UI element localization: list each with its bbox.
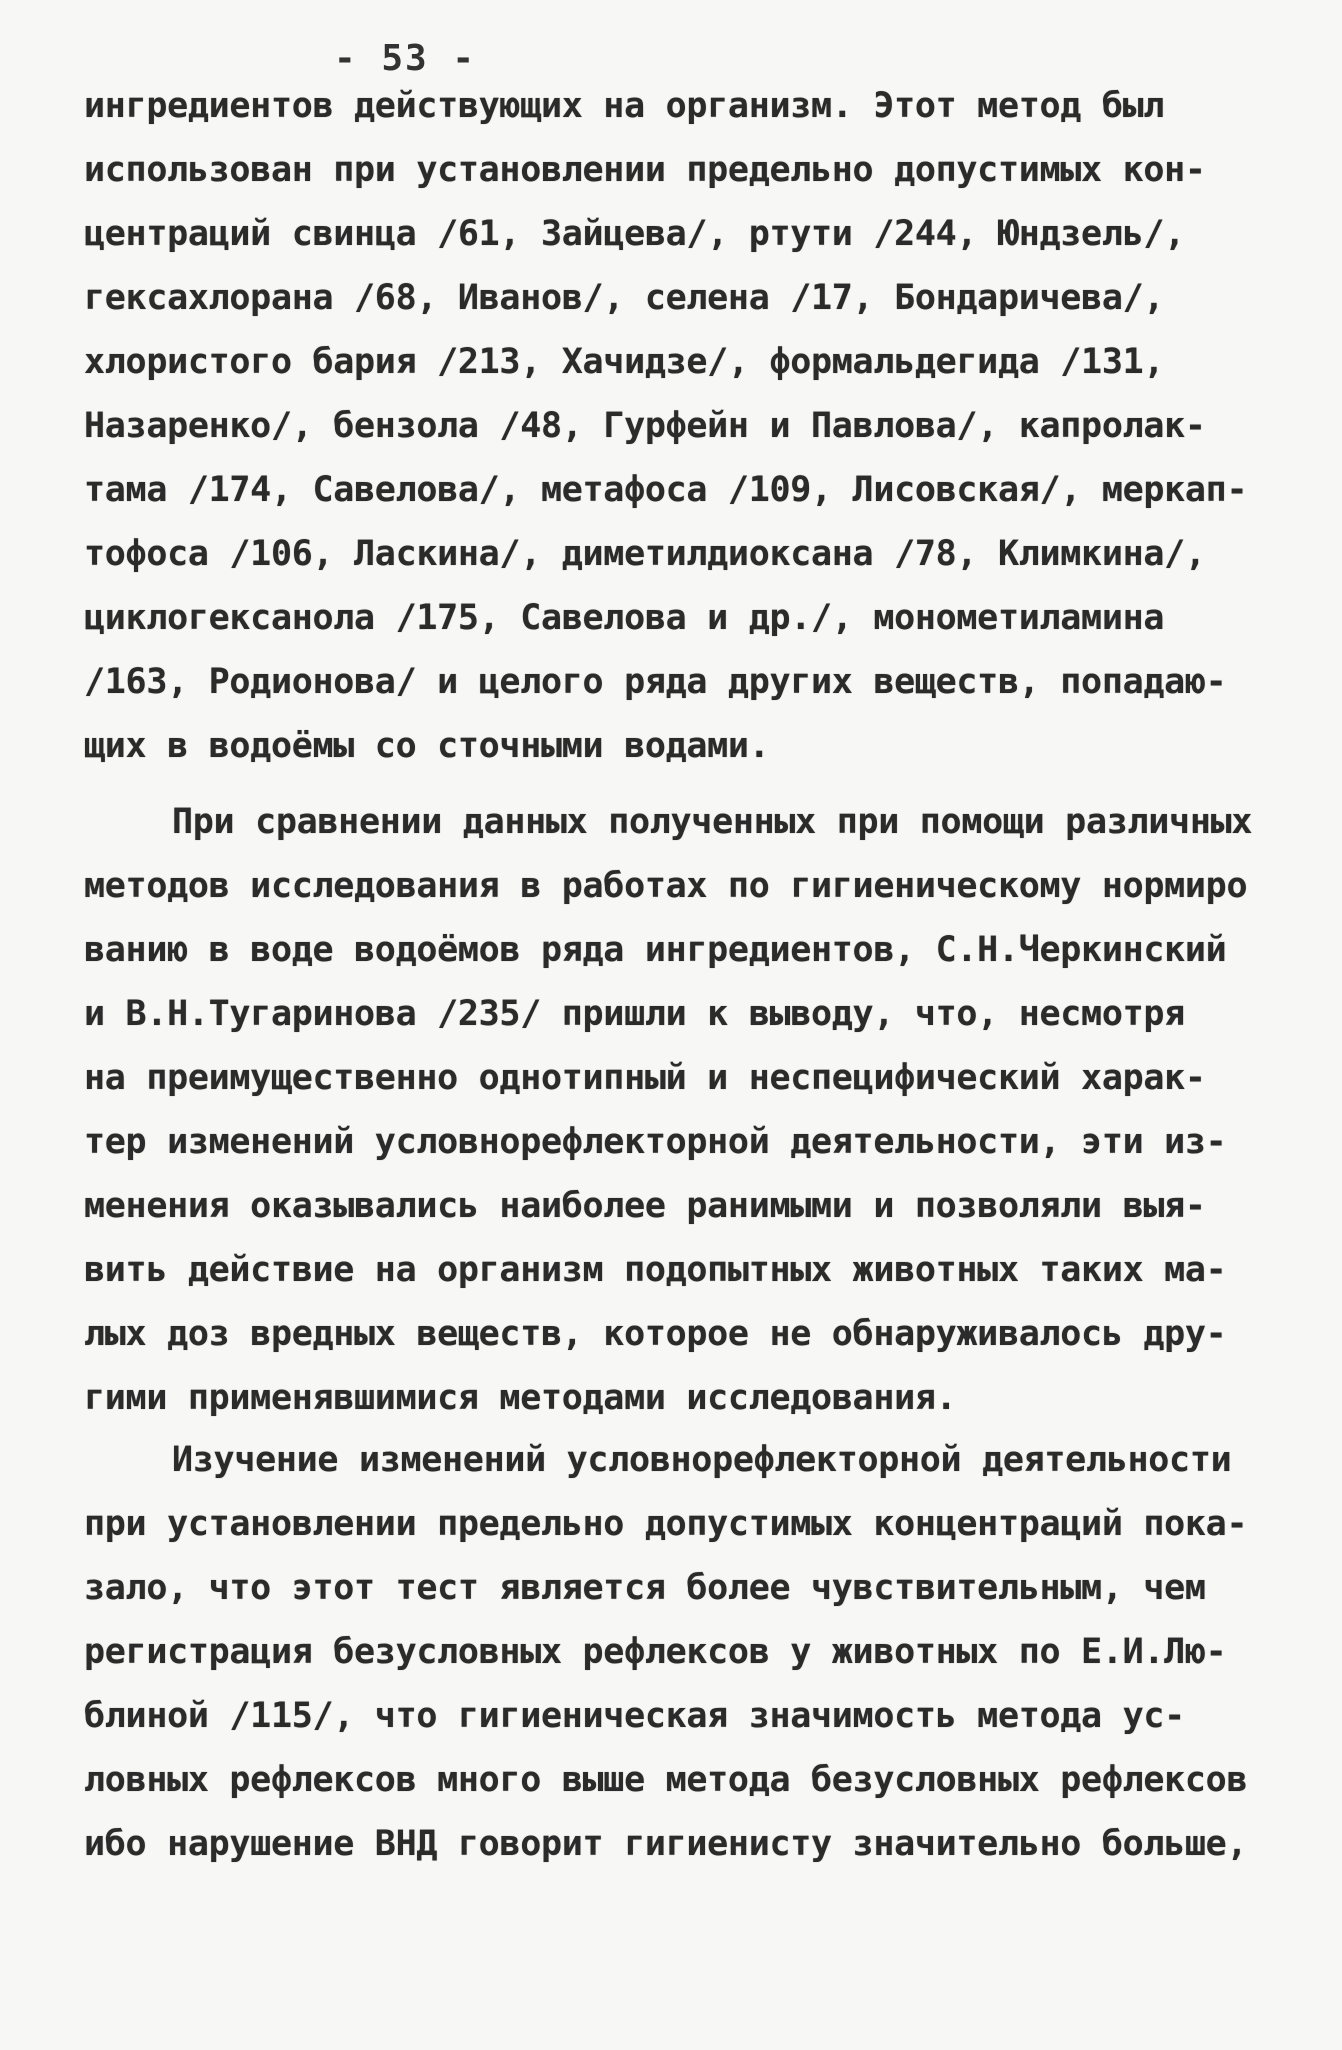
text-line: регистрация безусловных рефлексов у животных по Е.И.Лю- — [84, 1632, 1227, 1672]
text-line: гими применявшимися методами исследования. — [84, 1378, 957, 1418]
text-line: щих в водоёмы со сточными водами. — [84, 726, 770, 766]
text-line: блиной /115/, что гигиеническая значимость метода ус- — [84, 1696, 1185, 1736]
page-number: - 53 - — [333, 38, 477, 79]
paragraph-2 — [84, 790, 1284, 1430]
text-line: методов исследования в работах по гигиеническому нормиро — [84, 866, 1248, 906]
text-line: Изучение изменений условнорефлекторной деятельности — [172, 1440, 1232, 1480]
text-line: циклогексанола /175, Савелова и др./, монометиламина — [84, 598, 1165, 638]
text-line: /163, Родионова/ и целого ряда других веществ, попадаю- — [84, 662, 1227, 702]
text-line: хлористого бария /213, Хачидзе/, формальдегида /131, — [84, 342, 1165, 382]
text-line: и В.Н.Тугаринова /235/ пришли к выводу, что, несмотря — [84, 994, 1185, 1034]
text-line: тофоса /106, Ласкина/, диметилдиоксана /78, Климкина/, — [84, 534, 1206, 574]
text-line: ингредиентов действующих на организм. Этот метод был — [84, 86, 1165, 126]
text-line: тер изменений условнорефлекторной деятельности, эти из- — [84, 1122, 1227, 1162]
text-line: Назаренко/, бензола /48, Гурфейн и Павлова/, капролак- — [84, 406, 1206, 446]
text-line: гексахлорана /68, Иванов/, селена /17, Бондаричева/, — [84, 278, 1165, 318]
text-line: при установлении предельно допустимых концентраций пока- — [84, 1504, 1248, 1544]
text-line: ибо нарушение ВНД говорит гигиенисту значительно больше, — [84, 1824, 1248, 1864]
text-line: ловных рефлексов много выше метода безусловных рефлексов — [84, 1760, 1248, 1800]
text-line: зало, что этот тест является более чувствительным, чем — [84, 1568, 1206, 1608]
text-line: центраций свинца /61, Зайцева/, ртути /244, Юндзель/, — [84, 214, 1185, 254]
text-line: менения оказывались наиболее ранимыми и позволяли выя- — [84, 1186, 1206, 1226]
text-line: При сравнении данных полученных при помощи различных — [172, 802, 1253, 842]
text-line: на преимущественно однотипный и неспецифический харак- — [84, 1058, 1206, 1098]
text-line: ванию в воде водоёмов ряда ингредиентов, С.Н.Черкинский — [84, 930, 1227, 970]
text-line: тама /174, Савелова/, метафоса /109, Лисовская/, меркап- — [84, 470, 1248, 510]
text-line: использован при установлении предельно допустимых кон- — [84, 150, 1206, 190]
paragraph-3 — [84, 1428, 1284, 1876]
text-line: лых доз вредных веществ, которое не обнаруживалось дру- — [84, 1314, 1227, 1354]
paragraph-1 — [84, 74, 1284, 778]
text-line: вить действие на организм подопытных животных таких ма- — [84, 1250, 1227, 1290]
